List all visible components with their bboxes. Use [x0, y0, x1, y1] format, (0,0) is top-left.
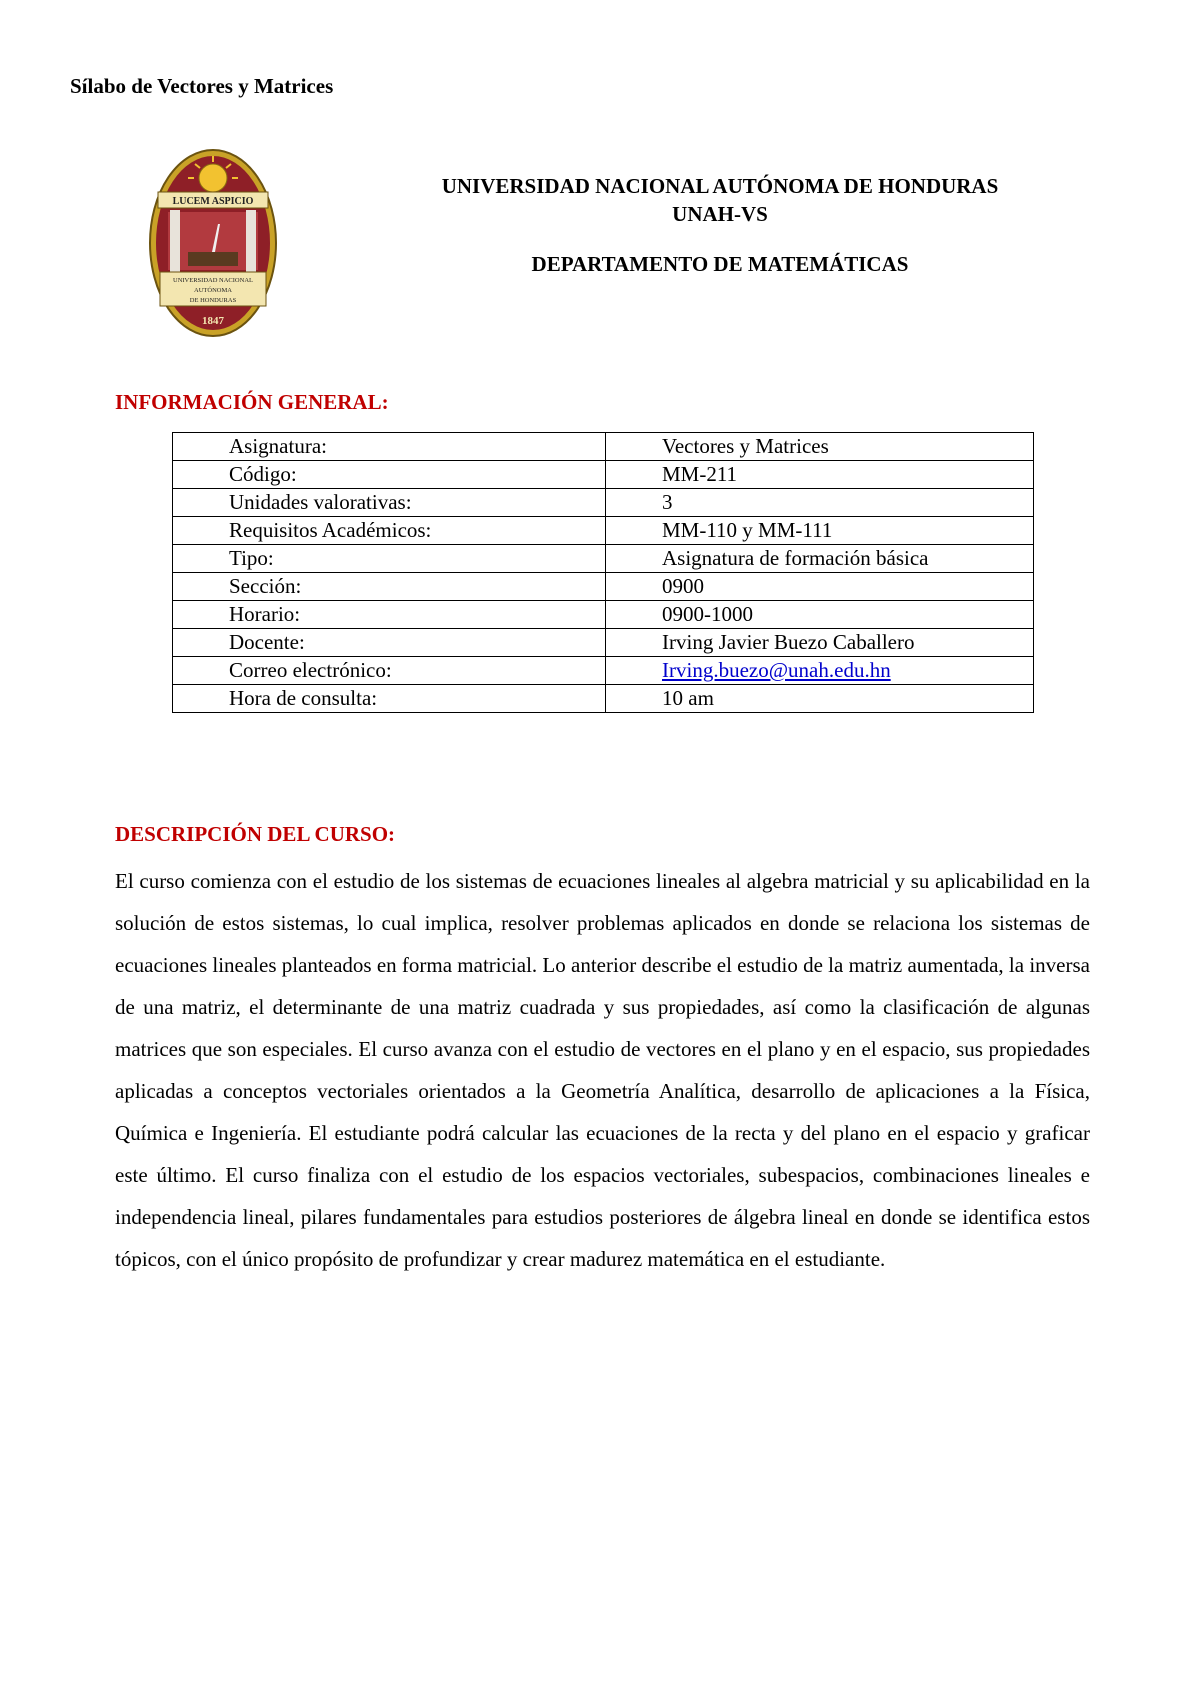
table-row [173, 685, 1034, 713]
institution-heading [340, 172, 1100, 278]
table-row [173, 433, 1034, 461]
row-label: Unidades valorativas: [173, 489, 606, 517]
table-row [173, 517, 1034, 545]
row-value: MM-211 [606, 461, 1034, 489]
svg-text:AUTÓNOMA: AUTÓNOMA [194, 287, 232, 294]
svg-text:LUCEM ASPICIO: LUCEM ASPICIO [172, 196, 254, 207]
email-link[interactable]: Irving.buezo@unah.edu.hn [662, 658, 891, 682]
table-row [173, 657, 1034, 685]
row-label: Horario: [173, 601, 606, 629]
course-description-title: DESCRIPCIÓN DEL CURSO: [115, 822, 396, 846]
row-label: Tipo: [173, 545, 606, 573]
row-value: Asignatura de formación básica [606, 545, 1034, 573]
svg-text:1847: 1847 [202, 315, 224, 327]
table-row [173, 629, 1034, 657]
row-label: Código: [173, 461, 606, 489]
row-value: 0900-1000 [606, 601, 1034, 629]
svg-text:DE HONDURAS: DE HONDURAS [189, 297, 237, 304]
table-row [173, 573, 1034, 601]
table-row [173, 545, 1034, 573]
table-row [173, 601, 1034, 629]
table-row [173, 461, 1034, 489]
row-value: MM-110 y MM-111 [606, 517, 1034, 545]
table-row [173, 489, 1034, 517]
row-value: Irving Javier Buezo Caballero [606, 629, 1034, 657]
university-name: UNIVERSIDAD NACIONAL AUTÓNOMA DE HONDURAS [441, 174, 999, 198]
row-label: Docente: [173, 629, 606, 657]
row-label: Asignatura: [173, 433, 606, 461]
row-value: 0900 [606, 573, 1034, 601]
general-info-title: INFORMACIÓN GENERAL: [115, 390, 389, 414]
course-description-text: El curso comienza con el estudio de los sistemas de ecuaciones lineales al algebra matricial y su aplicabilidad en la solución de estos sistemas, lo cual implica, resolver problemas aplicados en donde se relaciona los sistemas de ecuaciones lineales planteados en forma matricial. Lo anterior describe el estudio de la matriz aumentada, la inversa de una matriz, el determinante de una matriz cuadrada y sus propiedades, así como la clasificación de algunas matrices que son especiales. El curso avanza con el estudio de vectores en el plano y en el espacio, sus propiedades aplicadas a conceptos vectoriales orientados a la Geometría Analítica, desarrollo de aplicaciones a la Física, Química e Ingeniería. El estudiante podrá calcular las ecuaciones de la recta y del plano en el espacio y graficar este último. El curso finaliza con el estudio de los espacios vectoriales, subespacios, combinaciones lineales e independencia lineal, pilares fundamentales para estudios posteriores de álgebra lineal en donde se identifica estos tópicos, con el único propósito de profundizar y crear madurez matemática en el estudiante. [115, 869, 1090, 1271]
svg-text:UNIVERSIDAD NACIONAL: UNIVERSIDAD NACIONAL [173, 277, 253, 284]
row-value-cell [606, 657, 1034, 685]
campus-name: UNAH-VS [672, 202, 768, 226]
running-header: Sílabo de Vectores y Matrices [70, 74, 334, 98]
row-label: Sección: [173, 573, 606, 601]
row-label: Requisitos Académicos: [173, 517, 606, 545]
row-value: 10 am [606, 685, 1034, 713]
row-value: 3 [606, 489, 1034, 517]
university-seal-logo [148, 148, 278, 338]
row-value: Vectores y Matrices [606, 433, 1034, 461]
general-info-table [172, 432, 1034, 713]
department-name: DEPARTAMENTO DE MATEMÁTICAS [531, 252, 909, 276]
row-label: Hora de consulta: [173, 685, 606, 713]
row-label: Correo electrónico: [173, 657, 606, 685]
